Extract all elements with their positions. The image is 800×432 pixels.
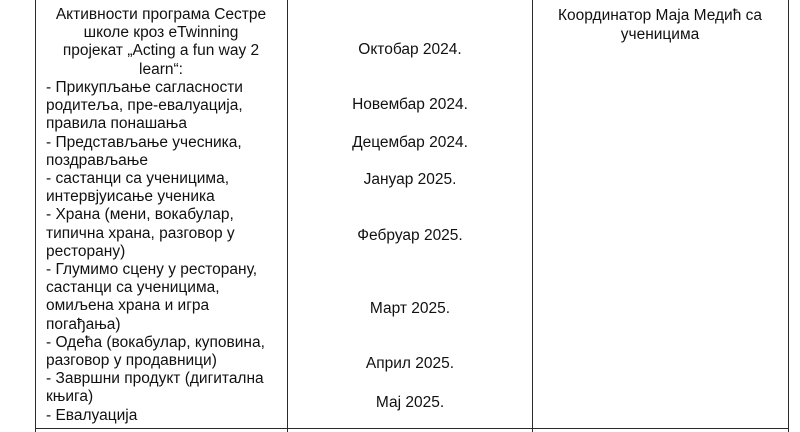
activities-heading-line: школе кроз eTwinning xyxy=(83,24,239,42)
coordinator-line: Координатор Маја Медић са xyxy=(558,7,762,24)
activity-line: правила понашања xyxy=(46,115,187,133)
coordinator-cell xyxy=(536,7,784,44)
activity-line: књига) xyxy=(46,388,94,406)
date-cell: Фебруар 2025. xyxy=(357,227,463,244)
table-border-bottom xyxy=(35,428,788,429)
activity-line: омиљена храна и игра xyxy=(46,297,210,315)
date-cell: Октобар 2024. xyxy=(358,41,462,58)
activity-line: - састанци са ученицима, xyxy=(46,170,229,188)
activity-line: - Глумимо сцену у ресторану, xyxy=(46,261,258,279)
activity-line: - Прикупљање сагласности xyxy=(46,79,243,96)
date-cell: Јануар 2025. xyxy=(363,171,457,188)
activities-heading xyxy=(36,6,286,79)
activity-line: - Представљање учесника, xyxy=(46,133,242,151)
table-border-col2 xyxy=(532,0,533,432)
activity-line: - Одећа (вокабулар, куповина, xyxy=(46,333,265,351)
date-cell: Мај 2025. xyxy=(375,394,445,411)
activity-line: разговор у продавници) xyxy=(46,352,217,370)
activity-line: - Завршни продукт (дигитална xyxy=(46,370,264,388)
activity-line: - Храна (мени, вокабулар, xyxy=(46,206,234,224)
activity-line: - Евалуација xyxy=(46,406,138,424)
date-cell: Новембар 2024. xyxy=(352,96,468,113)
table-border-right xyxy=(788,0,789,432)
coordinator-line: ученицима xyxy=(620,25,700,43)
table-border-col1 xyxy=(287,0,288,432)
activity-line: састанци са ученицима, xyxy=(46,279,220,297)
activity-line: интервјуисање ученика xyxy=(46,188,215,206)
activities-list xyxy=(46,79,286,425)
activity-line: ресторану) xyxy=(46,242,126,260)
activity-line: погађања) xyxy=(46,315,121,333)
activity-line: типична храна, разговор у xyxy=(46,224,235,242)
activity-line: родитеља, пре-евалуација, xyxy=(46,97,243,115)
activities-heading-line: learn“: xyxy=(139,60,183,78)
date-cell: Април 2025. xyxy=(365,355,455,372)
activities-heading-line: пројекат „Acting a fun way 2 xyxy=(62,42,260,60)
activities-heading-line: Активности програма Сестре xyxy=(55,6,267,23)
date-cell: Март 2025. xyxy=(369,300,451,317)
activity-line: поздрављање xyxy=(46,151,149,169)
date-cell: Децембар 2024. xyxy=(352,134,468,151)
